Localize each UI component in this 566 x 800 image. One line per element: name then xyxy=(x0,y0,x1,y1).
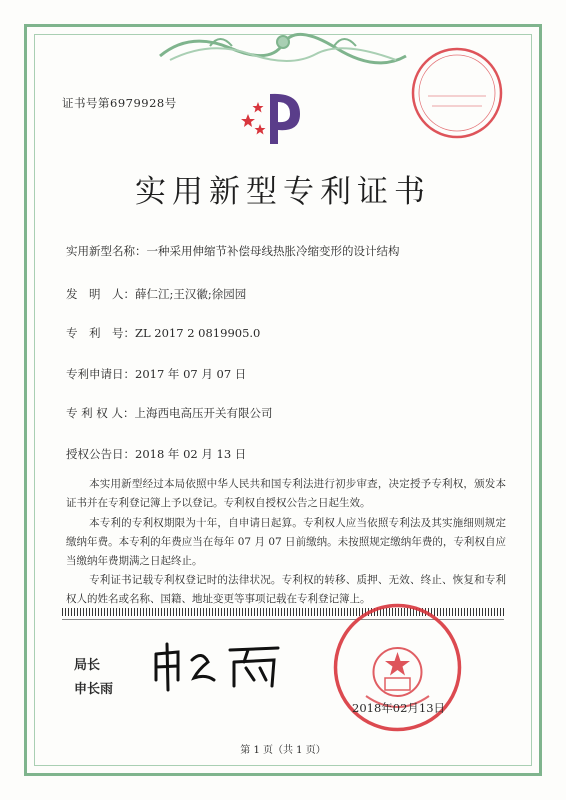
certificate-title: 实用新型专利证书 xyxy=(135,174,431,210)
field-label: 实用新型名称： xyxy=(66,244,147,258)
field-value: 薛仁江;王汉徽;徐园园 xyxy=(135,287,247,301)
seal-small xyxy=(408,44,506,142)
field-value: 2018 年 02 月 13 日 xyxy=(135,447,247,461)
paragraph-3: 专利证书记载专利权登记时的法律状况。专利权的转移、质押、无效、终止、恢复和专利权人的姓名或名称、国籍、地址变更等事项记载在专利登记簿上。 xyxy=(66,574,506,605)
patent-office-logo xyxy=(234,86,312,146)
field-patent-holder xyxy=(66,405,272,421)
page-footer: 第 1 页（共 1 页） xyxy=(240,745,326,756)
signature-title: 局长 xyxy=(74,658,101,673)
field-value: ZL 2017 2 0819905.0 xyxy=(135,326,261,340)
field-label: 专利申请日： xyxy=(66,367,135,381)
field-grant-date xyxy=(66,446,246,462)
field-value: 一种采用伸缩节补偿母线热胀冷缩变形的设计结构 xyxy=(146,244,400,258)
field-utility-model-name xyxy=(66,243,400,259)
field-value: 上海西电高压开关有限公司 xyxy=(134,406,273,420)
ornament-decoration xyxy=(150,26,416,68)
field-filing-date xyxy=(66,366,246,382)
issue-date: 2018年02月13日 xyxy=(352,701,446,715)
field-label: 专 利 号： xyxy=(66,326,135,340)
paragraph-1: 本实用新型经过本局依照中华人民共和国专利法进行初步审查，决定授予专利权，颁发本证书并在专利登记簿上予以登记。专利权自授权公告之日起生效。 xyxy=(66,478,506,509)
field-patent-number xyxy=(66,325,260,341)
certificate-number: 证书号第6979928号 xyxy=(62,96,177,110)
field-label: 发 明 人： xyxy=(66,287,135,301)
field-inventor xyxy=(66,286,246,302)
field-value: 2017 年 07 月 07 日 xyxy=(135,367,247,381)
signature-name: 申长雨 xyxy=(74,682,114,697)
paragraph-2: 本专利的专利权期限为十年，自申请日起算。专利权人应当依照专利法及其实施细则规定缴纳年费。本专利的年费应当在每年 07 月 07 日前缴纳。未按照规定缴纳年费的，专利权自应当缴纳年费期满之日起终止。 xyxy=(66,517,506,567)
handwritten-signature xyxy=(148,640,288,692)
field-label: 授权公告日： xyxy=(66,447,135,461)
field-label: 专 利 权 人： xyxy=(66,406,135,420)
